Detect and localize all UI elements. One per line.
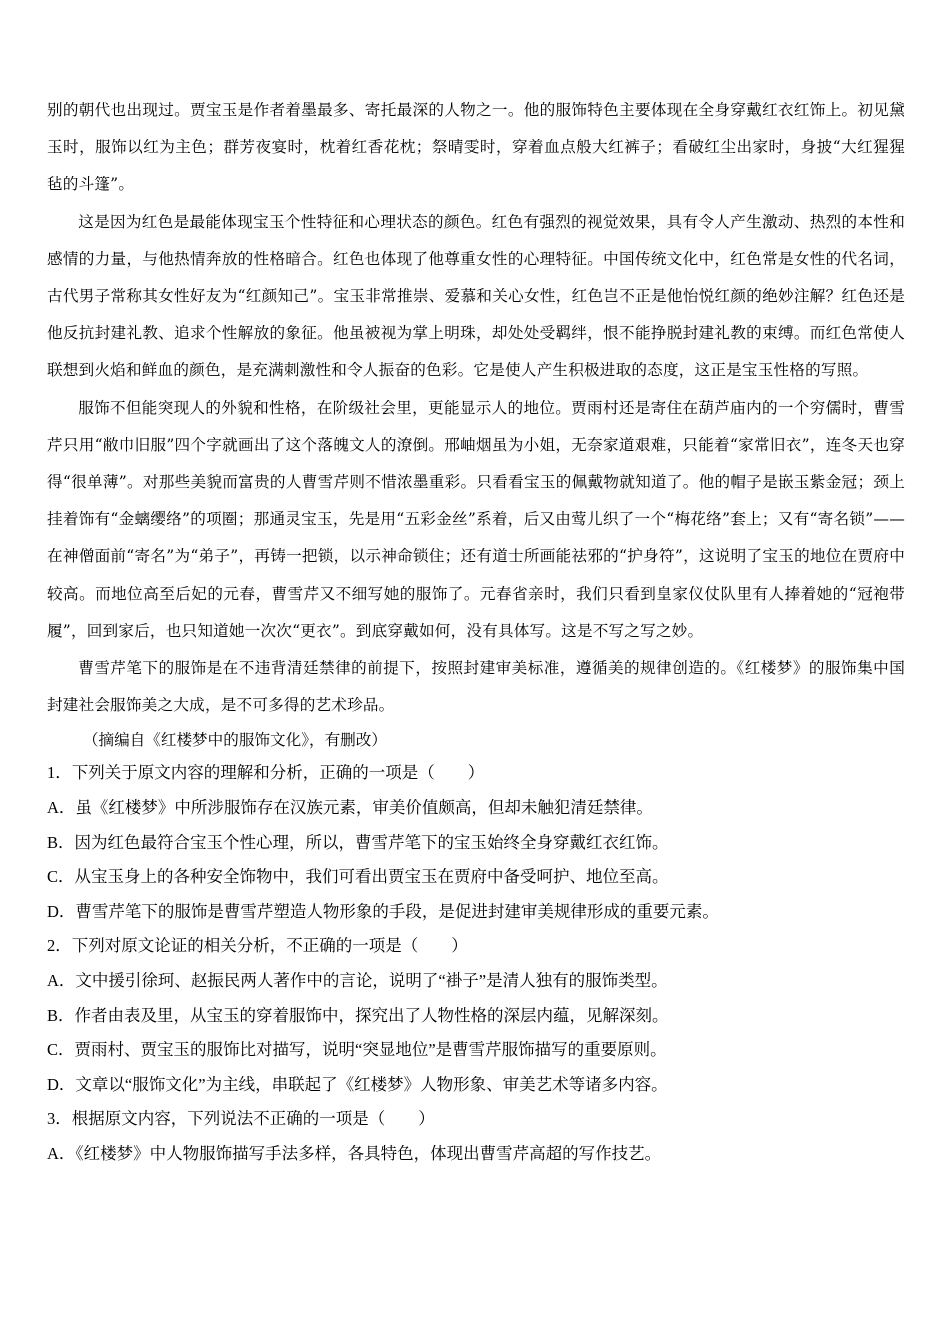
- option-a: A．虽《红楼梦》中所涉服饰存在汉族元素，审美价值颇高，但却未触犯清廷禁律。: [47, 798, 653, 818]
- option-c: C．贾雨村、贾宝玉的服饰比对描写，说明“突显地位”是曹雪芹服饰描写的重要原则。: [47, 1040, 667, 1060]
- paragraph-3: 服饰不但能突现人的外貌和性格，在阶级社会里，更能显示人的地位。贾雨村还是寄住在葫芦庙内的一个穷儒时，曹雪芹只用“敝巾旧服”四个字就画出了这个落魄文人的潦倒。邢岫烟虽为小姐，无奈家道艰难，只能着“家常旧衣”，连冬天也穿得“很单薄”。对那些美貌而富贵的人曹雪芹则不惜浓墨重彩。只看看宝玉的佩戴物就知道了。他的帽子是嵌玉紫金冠；颈上挂着饰有“金螭缨络”的项圈；那通灵宝玉，先是用“五彩金丝”系着，后又由莺儿织了一个“梅花络”套上；又有“寄名锁”——在神僧面前“寄名”为“弟子”，再铸一把锁，以示神命锁住；还有道士所画能祛邪的“护身符”，这说明了宝玉的地位在贾府中较高。而地位高至后妃的元春，曹雪芹又不细写她的服饰了。元春省亲时，我们只看到皇家仪仗队里有人捧着她的“冠袍带履”，回到家后，也只知道她一次次“更衣”。到底穿戴如何，没有具体写。这是不写之写之妙。: [47, 398, 905, 640]
- question-stem: 2．下列对原文论证的相关分析，不正确的一项是（ ）: [47, 936, 468, 956]
- question-1: [47, 756, 905, 929]
- question-3: [47, 1102, 905, 1171]
- option-d: D．曹雪芹笔下的服饰是曹雪芹塑造人物形象的手段，是促进封建审美规律形成的重要元素。: [47, 901, 719, 921]
- passage-source: （摘编自《红楼梦中的服饰文化》，有删改）: [82, 731, 387, 750]
- question-2: [47, 929, 905, 1102]
- option-b: B．作者由表及里，从宝玉的穿着服饰中，探究出了人物性格的深层内蕴，见解深刻。: [47, 1005, 669, 1025]
- document-page: [47, 92, 905, 1172]
- paragraph-4: 曹雪芹笔下的服饰是在不违背清廷禁律的前提下，按照封建审美标准，遵循美的规律创造的。《红楼梦》的服饰集中国封建社会服饰美之大成，是不可多得的艺术珍品。: [47, 659, 905, 715]
- paragraph-2: 这是因为红色是最能体现宝玉个性特征和心理状态的颜色。红色有强烈的视觉效果，具有令人产生激动、热烈的本性和感情的力量，与他热情奔放的性格暗合。红色也体现了他尊重女性的心理特征。中国传统文化中，红色常是女性的代名词，古代男子常称其女性好友为“红颜知己”。宝玉非常推崇、爱慕和关心女性，红色岂不正是他怡悦红颜的绝妙注解？红色还是他反抗封建礼教、追求个性解放的象征。他虽被视为掌上明珠，却处处受羁绊，恨不能挣脱封建礼教的束缚。而红色常使人联想到火焰和鲜血的颜色，是充满刺激性和令人振奋的色彩。它是使人产生积极进取的态度，这正是宝玉性格的写照。: [47, 212, 905, 380]
- paragraph-1: 别的朝代也出现过。贾宝玉是作者着墨最多、寄托最深的人物之一。他的服饰特色主要体现在全身穿戴红衣红饰上。初见黛玉时，服饰以红为主色；群芳夜宴时，枕着红香花枕；祭晴雯时，穿着血点般大红裤子；看破红尘出家时，身披“大红猩猩毡的斗篷”。: [47, 101, 905, 194]
- option-c: C．从宝玉身上的各种安全饰物中，我们可看出贾宝玉在贾府中备受呵护、地位至高。: [47, 867, 669, 887]
- option-d: D．文章以“服饰文化”为主线，串联起了《红楼梦》人物形象、审美艺术等诸多内容。: [47, 1074, 668, 1094]
- reading-passage: [47, 92, 905, 756]
- option-b: B．因为红色最符合宝玉个性心理，所以，曹雪芹笔下的宝玉始终全身穿戴红衣红饰。: [47, 832, 669, 852]
- option-a: A．《红楼梦》中人物服饰描写手法多样，各具特色，体现出曹雪芹高超的写作技艺。: [47, 1143, 662, 1163]
- question-stem: 1．下列关于原文内容的理解和分析，正确的一项是（ ）: [47, 763, 485, 783]
- option-a: A．文中援引徐珂、赵振民两人著作中的言论，说明了“褂子”是清人独有的服饰类型。: [47, 971, 668, 991]
- question-stem: 3．根据原文内容，下列说法不正确的一项是（ ）: [47, 1109, 435, 1129]
